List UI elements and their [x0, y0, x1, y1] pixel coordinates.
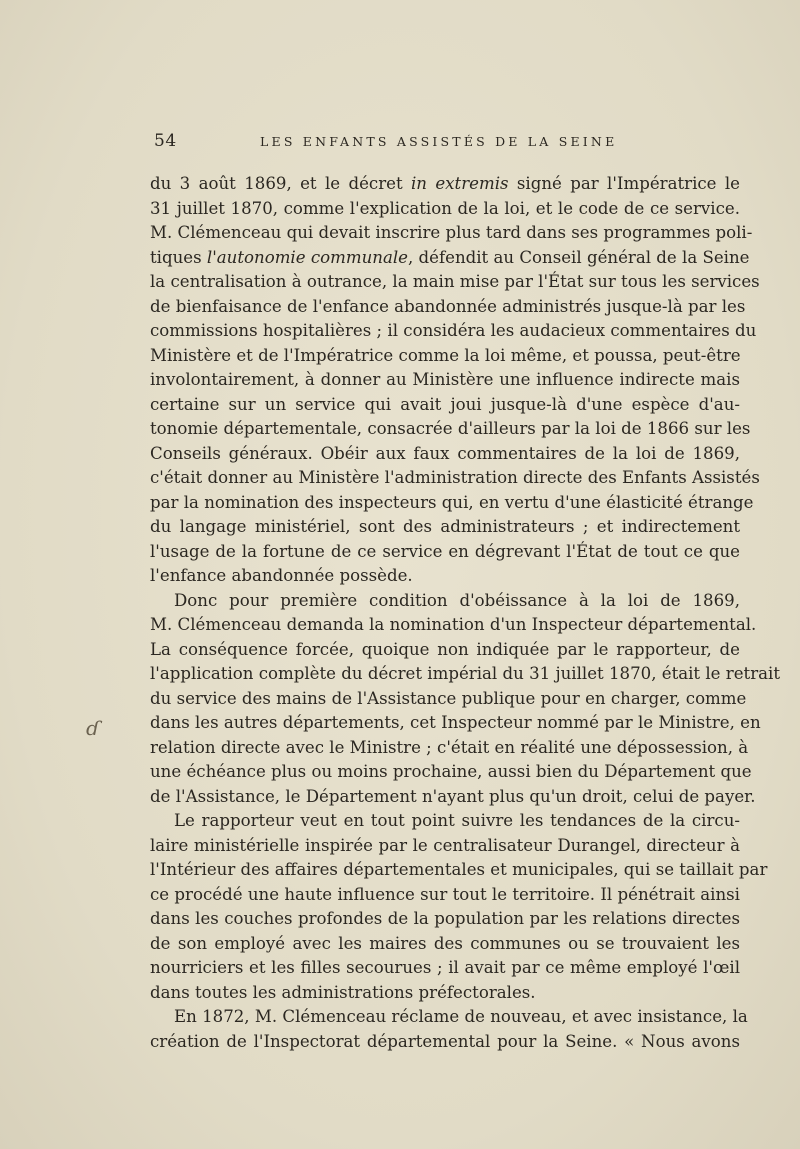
text-line: laire ministérielle inspirée par le centralisateur Durangel, directeur à: [150, 835, 740, 855]
text-line: du service des mains de l'Assistance publique pour en charger, comme: [150, 688, 747, 708]
text-line: l'usage de la fortune de ce service en dégrevant l'État de tout ce que: [150, 541, 740, 561]
text-line: du langage ministériel, sont des administrateurs ; et indirectement: [150, 517, 740, 536]
text-line: dans toutes les administrations préfectorales.: [150, 982, 536, 1002]
text-line: Conseils généraux. Obéir aux faux commentaires de la loi de 1869,: [150, 443, 740, 463]
text-line: involontairement, à donner au Ministère une influence indirecte mais: [150, 370, 740, 389]
running-title: LES ENFANTS ASSISTÉS DE LA SEINE: [260, 134, 618, 149]
body-text: [150, 172, 781, 1054]
text-line: de l'Assistance, le Département n'ayant plus qu'un droit, celui de payer.: [150, 786, 756, 806]
text-line: La conséquence forcée, quoique non indiquée par le rapporteur, de: [150, 639, 740, 659]
text-line: par la nomination des inspecteurs qui, en vertu d'une élasticité étrange: [150, 492, 754, 512]
text-line: M. Clémenceau demanda la nomination d'un Inspecteur départemental.: [150, 615, 757, 634]
text-line: Donc pour première condition d'obéissance à la loi de 1869,: [174, 590, 740, 610]
text-line: dans les couches profondes de la population par les relations directes: [150, 909, 740, 928]
text-line: c'était donner au Ministère l'administration directe des Enfants Assistés: [150, 468, 760, 487]
margin-pencil-mark: ɗ: [86, 716, 100, 740]
page-header: [150, 131, 744, 155]
text-line: du 3 août 1869, et le décret in extremis signé par l'Impératrice le: [150, 174, 740, 193]
text-line: relation directe avec le Ministre ; c'était en réalité une dépossession, à: [150, 737, 749, 757]
text-line: dans les autres départements, cet Inspecteur nommé par le Ministre, en: [150, 713, 761, 732]
text-line: l'enfance abandonnée possède.: [150, 566, 413, 585]
text-line: ce procédé une haute influence sur tout le territoire. Il pénétrait ainsi: [150, 884, 740, 904]
text-line: commissions hospitalières ; il considéra les audacieux commentaires du: [150, 321, 757, 340]
text-line: Le rapporteur veut en tout point suivre les tendances de la circu-: [174, 811, 740, 830]
text-line: En 1872, M. Clémenceau réclame de nouveau, et avec insistance, la: [174, 1007, 748, 1026]
text-line: création de l'Inspectorat départemental pour la Seine. « Nous avons: [150, 1031, 740, 1051]
text-line: l'Intérieur des affaires départementales et municipales, qui se taillait par: [150, 860, 768, 879]
text-line: M. Clémenceau qui devait inscrire plus tard dans ses programmes poli-: [150, 223, 753, 242]
text-line: tonomie départementale, consacrée d'ailleurs par la loi de 1866 sur les: [150, 419, 751, 438]
text-line: 31 juillet 1870, comme l'explication de la loi, et le code de ce service.: [150, 198, 740, 218]
italic-phrase: in extremis: [411, 174, 509, 193]
text-line: certaine sur un service qui avait joui jusque-là d'une espèce d'au-: [150, 394, 740, 414]
text-line: tiques l'autonomie communale, défendit au Conseil général de la Seine: [150, 247, 750, 267]
text-line: l'application complète du décret impérial du 31 juillet 1870, était le retrait: [150, 664, 781, 683]
text-line: une échéance plus ou moins prochaine, aussi bien du Département que: [150, 762, 752, 781]
text-line: de bienfaisance de l'enfance abandonnée administrés jusque-là par les: [150, 296, 746, 316]
text-line: nourriciers et les filles secourues ; il avait par ce même employé l'œil: [150, 958, 740, 977]
italic-phrase: l'autonomie communale: [206, 247, 408, 267]
page-number: 54: [154, 131, 177, 151]
text-line: Ministère et de l'Impératrice comme la loi même, et poussa, peut-être: [150, 345, 741, 365]
text-line: la centralisation à outrance, la main mise par l'État sur tous les services: [150, 272, 760, 291]
text-line: de son employé avec les maires des communes ou se trouvaient les: [150, 933, 740, 953]
